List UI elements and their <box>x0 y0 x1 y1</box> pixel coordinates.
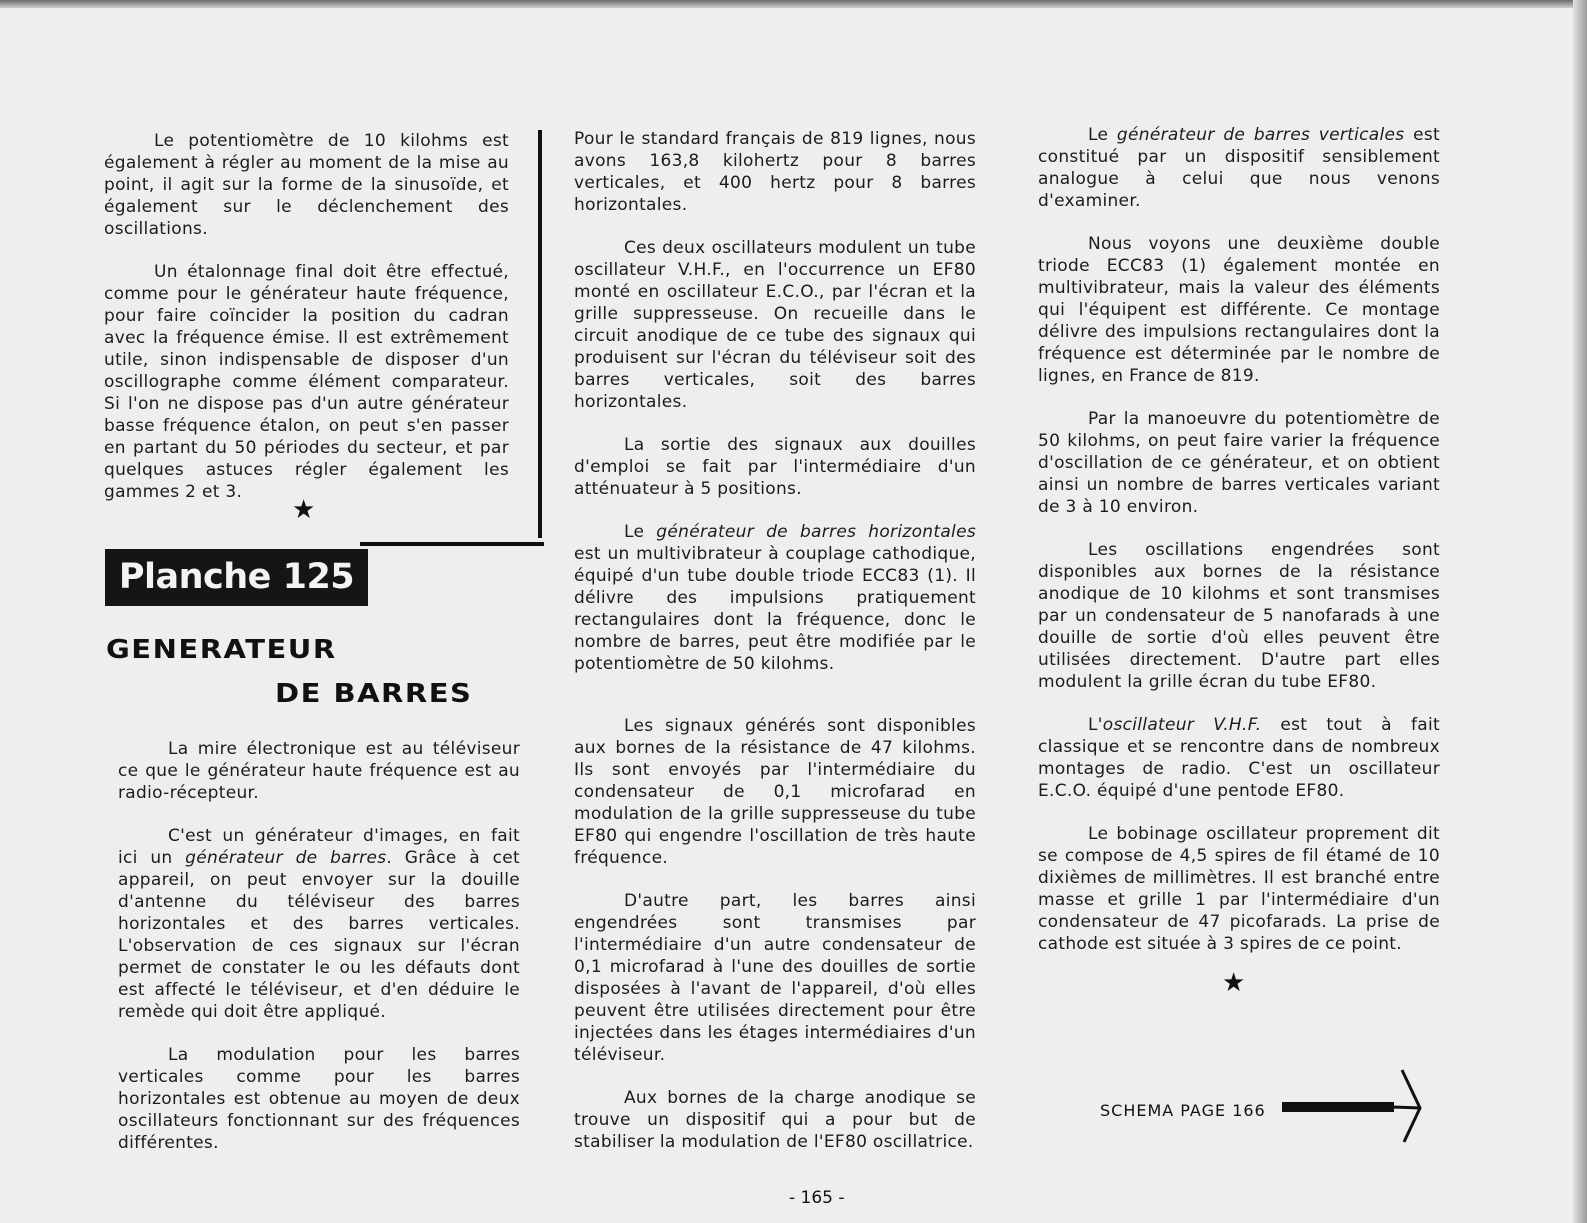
article-title-line-2: DE BARRES <box>275 677 473 709</box>
page-right-edge <box>1573 0 1587 1223</box>
paragraph: La mire électronique est au téléviseur ce que le générateur haute fréquence est au radio-récepteur. <box>118 739 520 803</box>
emphasis-text: générateur de barres horizontales <box>656 522 976 542</box>
paragraph: Par la manoeuvre du potentiomètre de 50 kilohms, on peut faire varier la fréquence d'oscillation de ce générateur, et on obtient ainsi un nombre de barres verticales variant de 3 à 10 environ. <box>1038 409 1440 517</box>
paragraph: Aux bornes de la charge anodique se trouve un dispositif qui a pour but de stabiliser la modulation de l'EF80 oscillatrice. <box>574 1088 976 1152</box>
text-run: C'est un générateur d'images, en fait ici un <box>118 826 520 868</box>
schema-reference: SCHEMA PAGE 166 <box>1100 1101 1266 1120</box>
star-separator-icon: ★ <box>1222 968 1246 998</box>
arrow-right-icon <box>1282 1066 1424 1146</box>
text-run: Le <box>1088 125 1117 145</box>
page-number: - 165 - <box>789 1188 845 1208</box>
text-run: est constitué par un dispositif sensiblement analogue à celui que nous venons d'examiner. <box>1038 125 1440 211</box>
text-run: . Grâce à cet appareil, on peut envoyer sur la douille d'antenne du téléviseur des barres horizontales et des barres verticales. L'observation de ces signaux sur l'écran permet de constater le ou les défauts dont est affecté le téléviseur, et d'en déduire le remède qui doit être appliqué. <box>118 848 520 1022</box>
paragraph: La modulation pour les barres verticales comme pour les barres horizontales est obtenue au moyen de deux oscillateurs fonctionnant sur des fréquences différentes. <box>118 1045 520 1153</box>
planche-banner: Planche 125 <box>105 549 368 606</box>
paragraph <box>1038 124 1440 212</box>
paragraph: Nous voyons une deuxième double triode ECC83 (1) également montée en multivibrateur, mais la valeur des éléments qui l'équipent est différente. Ce montage délivre des impulsions rectangulaires dont la fréquence est déterminée par le nombre de lignes, en France de 819. <box>1038 234 1440 386</box>
paragraph <box>574 521 976 675</box>
column-3 <box>1038 124 1440 955</box>
paragraph: Les oscillations engendrées sont disponibles aux bornes de la résistance anodique de 10 kilohms et sont transmises par un condensateur de 5 nanofarads à une douille de sortie d'où elles peuvent être utilisées directement. D'autre part elles modulent la grille écran du tube EF80. <box>1038 540 1440 692</box>
page-top-edge <box>0 0 1587 8</box>
paragraph <box>1038 714 1440 802</box>
paragraph: La sortie des signaux aux douilles d'emploi se fait par l'intermédiaire d'un atténuateur à 5 positions. <box>574 435 976 499</box>
paragraph: D'autre part, les barres ainsi engendrées sont transmises par l'intermédiaire d'un autre condensateur de 0,1 microfarad à l'une des douilles de sortie disposées à l'avant de l'appareil, d'où elles peuvent être utilisées directement pour être injectées dans les étages intermédiaires d'un téléviseur. <box>574 891 976 1065</box>
star-separator-icon: ★ <box>292 495 316 525</box>
paragraph: Pour le standard français de 819 lignes, nous avons 163,8 kilohertz pour 8 barres verticales, et 400 hertz pour 8 barres horizontales. <box>574 129 976 215</box>
paragraph: Le bobinage oscillateur proprement dit se compose de 4,5 spires de fil étamé de 10 dixièmes de millimètres. Il est branché entre masse et grille 1 par l'intermédiaire d'un condensateur de 47 picofarads. La prise de cathode est située à 3 spires de ce point. <box>1038 824 1440 954</box>
paragraph: Les signaux générés sont disponibles aux bornes de la résistance de 47 kilohms. Ils sont envoyés par l'intermédiaire du condensateur de 0,1 microfarad en modulation de la grille suppresseuse du tube EF80 qui engendre l'oscillation de très haute fréquence. <box>574 716 976 868</box>
text-run: Le <box>624 522 657 542</box>
horizontal-rule <box>360 542 544 546</box>
column-1-top <box>104 130 509 503</box>
column-1-bottom <box>118 738 520 1154</box>
paragraph: Le potentiomètre de 10 kilohms est également à régler au moment de la mise au point, il agit sur la forme de la sinusoïde, et également sur le déclenchement des oscillations. <box>104 131 509 239</box>
paragraph: Ces deux oscillateurs modulent un tube oscillateur V.H.F., en l'occurrence un EF80 monté en oscillateur E.C.O., par l'écran et la grille suppresseuse. On recueille dans le circuit anodique de ce tube des signaux qui produisent sur l'écran du téléviseur soit des barres verticales, soit des barres horizontales. <box>574 238 976 412</box>
column-2 <box>574 128 976 1153</box>
vertical-rule <box>538 130 542 538</box>
text-run: L' <box>1088 715 1103 735</box>
emphasis-text: générateur de barres <box>185 848 387 868</box>
paragraph: Un étalonnage final doit être effectué, comme pour le générateur haute fréquence, pour faire coïncider la position du cadran avec la fréquence émise. Il est extrêmement utile, sinon indispensable de disposer d'un oscillographe comme élément comparateur. Si l'on ne dispose pas d'un autre générateur basse fréquence étalon, on peut s'en passer en partant du 50 périodes du secteur, et par quelques astuces régler également les gammes 2 et 3. <box>104 262 509 502</box>
emphasis-text: oscillateur V.H.F. <box>1102 715 1262 735</box>
article-title-line-1: GENERATEUR <box>106 633 337 665</box>
text-run: est tout à fait classique et se rencontre dans de nombreux montages de radio. C'est un oscillateur E.C.O. équipé d'une pentode EF80. <box>1038 715 1440 801</box>
text-run: est un multivibrateur à couplage cathodique, équipé d'un tube double triode ECC83 (1). Il délivre des impulsions pratiquement rectangulaires dont la fréquence, donc le nombre de barres, peut être modifiée par le potentiomètre de 50 kilohms. <box>574 544 976 674</box>
paragraph <box>118 825 520 1023</box>
emphasis-text: générateur de barres verticales <box>1116 125 1405 145</box>
